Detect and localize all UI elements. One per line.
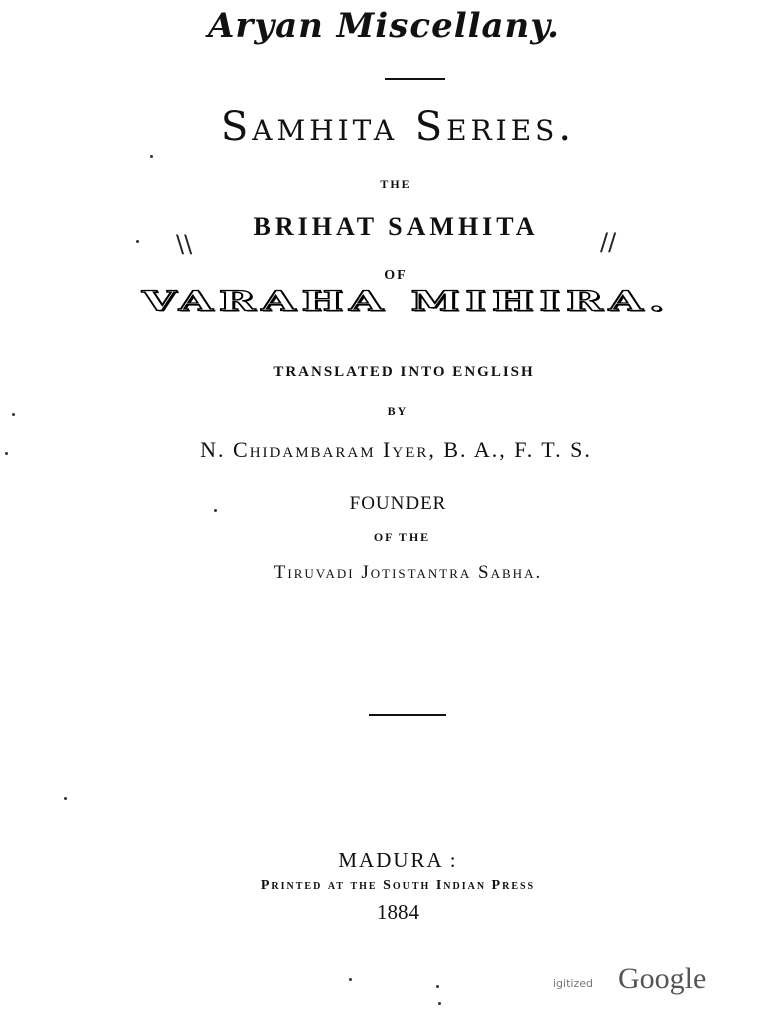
by-label: BY [387,404,409,418]
left-flourish: \\ [176,230,193,258]
of-label: OF [384,268,408,283]
imprint-place: MADURA : [338,848,458,872]
translated-label: TRANSLATED INTO ENGLISH [273,364,535,380]
translator-name: N. Chidambaram Iyer, B. A., F. T. S. [200,437,592,462]
imprint-year: 1884 [377,900,419,924]
speck [436,985,439,988]
speck [214,509,217,512]
author-name: VARAHA MIHIRA. [141,285,671,318]
speck [349,978,352,981]
speck [438,1002,441,1005]
middle-rule [369,714,446,716]
speck [150,155,153,158]
institution-name: Tiruvadi Jotistantra Sabha. [273,562,543,583]
speck [136,240,139,243]
top-rule [385,78,445,80]
speck [12,413,15,416]
series-name: Aryan Miscellany. [208,6,560,46]
work-title: BRIHAT SAMHITA [253,212,539,241]
right-flourish: // [600,228,617,256]
speck [5,452,8,455]
imprint-printer: Printed at the South Indian Press [260,878,536,893]
subseries-heading: Samhita Series. [220,104,576,150]
of-the-label: OF THE [373,530,431,544]
speck [64,797,67,800]
the-label: THE [380,177,412,191]
digitized-text: igitized [553,977,593,990]
founder-label: FOUNDER [349,493,447,514]
google-logo: Google [618,962,707,995]
